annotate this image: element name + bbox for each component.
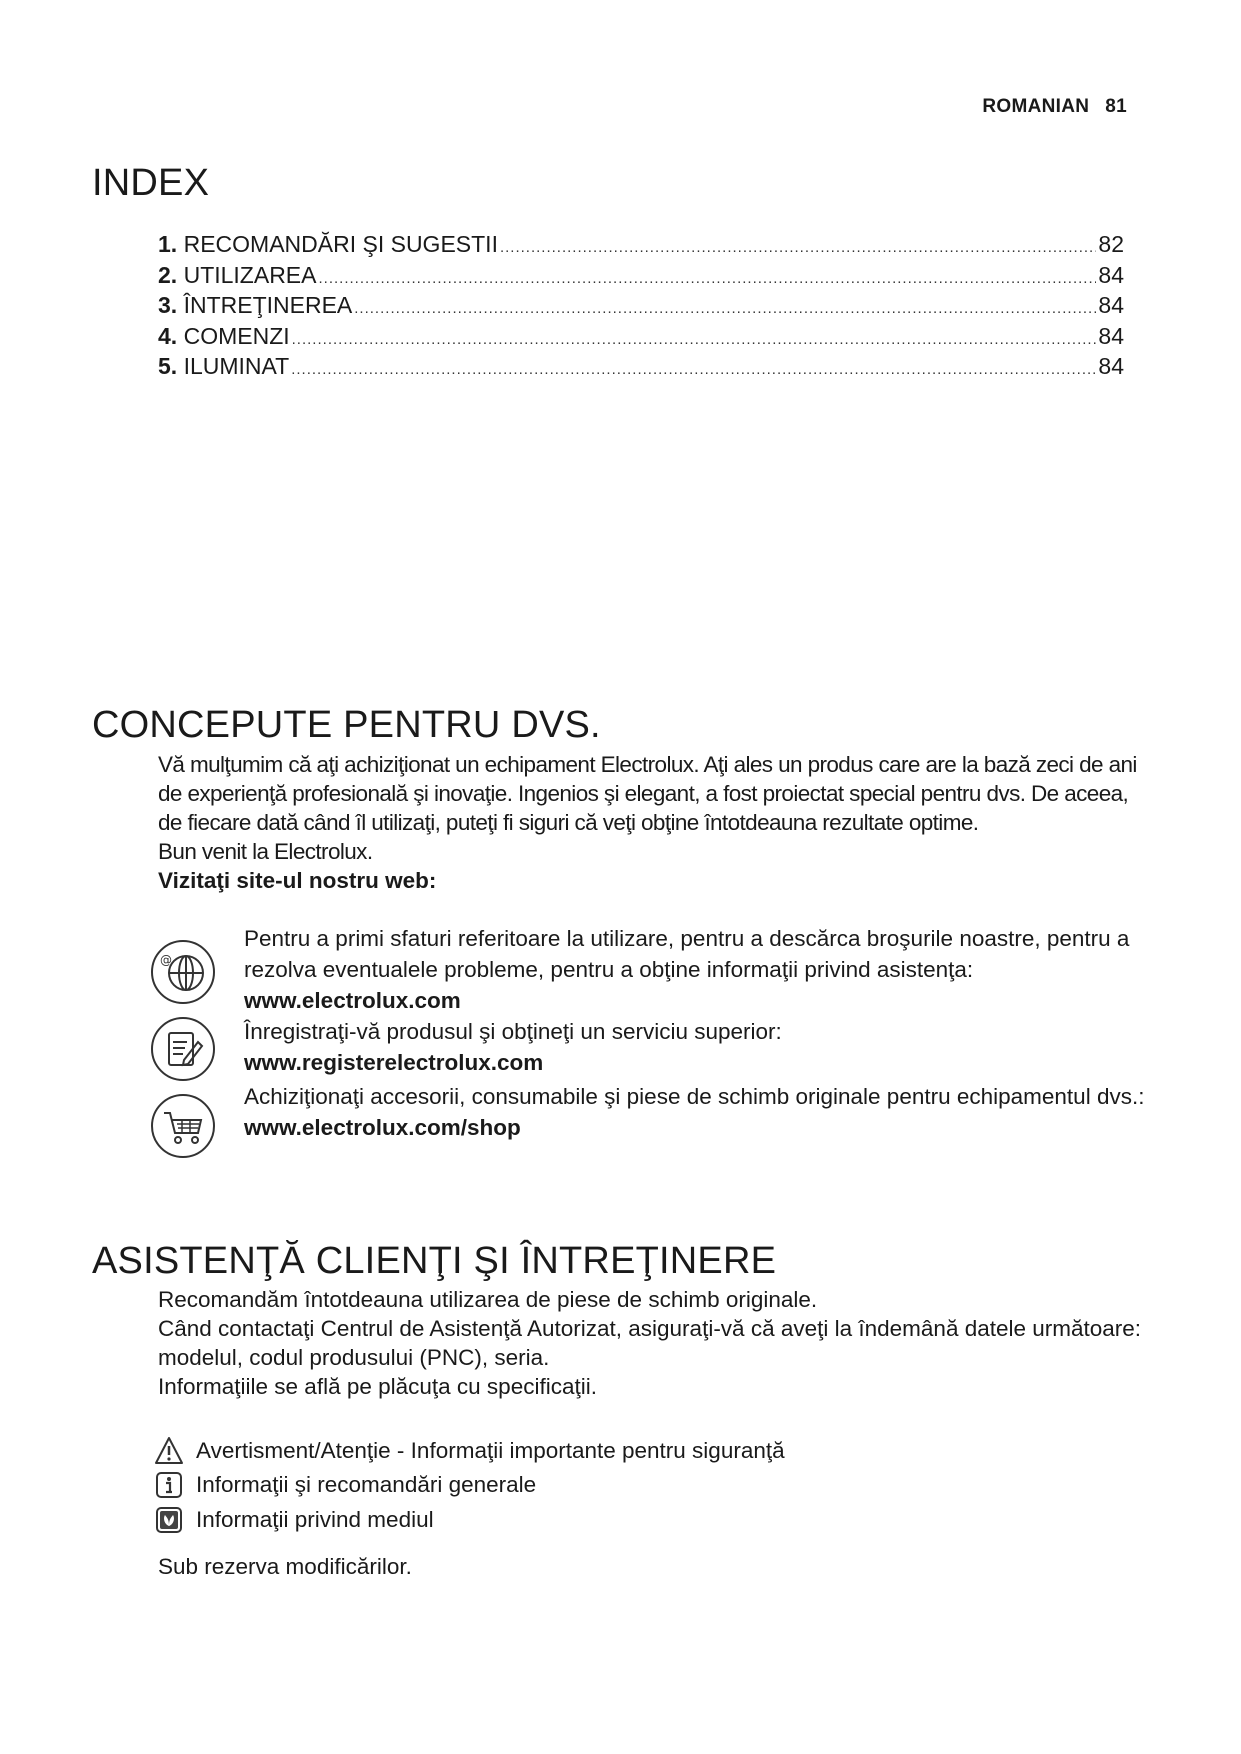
register-url-link[interactable]: www.registerelectrolux.com: [244, 1050, 544, 1075]
page-number: 81: [1105, 96, 1127, 117]
toc-item-1[interactable]: [158, 231, 1124, 262]
info-icon: [154, 1470, 184, 1500]
toc-item-label: ÎNTREŢINEREA: [183, 292, 353, 318]
header-language: ROMANIAN: [982, 96, 1090, 117]
toc-item-2[interactable]: [158, 262, 1124, 293]
welcome-line: Bun venit la Electrolux.: [158, 839, 373, 864]
toc-item-5[interactable]: [158, 353, 1124, 384]
toc-item-page: 82: [1098, 231, 1124, 257]
legend-environment-text: Informaţii privind mediul: [196, 1507, 434, 1532]
assistance-title: ASISTENŢĂ CLIENŢI ŞI ÎNTREŢINERE: [92, 1240, 777, 1282]
assistance-line-2: Când contactaţi Centrul de Asistenţă Autorizat, asiguraţi-vă că aveţi la îndemână datele următoare: modelul, codul produsului (PNC), seria.: [158, 1316, 1142, 1370]
legend-info-text: Informaţii şi recomandări generale: [196, 1472, 537, 1497]
register-link-text: [244, 1016, 1170, 1078]
shop-link-text: [244, 1081, 1170, 1143]
toc-item-number: 4.: [158, 322, 178, 349]
svg-text:@: @: [160, 953, 172, 967]
toc-leader: [319, 270, 1097, 287]
assistance-body: [158, 1285, 1143, 1401]
toc-item-label: UTILIZAREA: [183, 261, 317, 288]
toc-leader: [292, 331, 1097, 348]
cart-icon: [150, 1093, 216, 1159]
index-title: INDEX: [92, 162, 210, 204]
toc-item-page: 84: [1098, 322, 1124, 349]
concepute-body: [158, 750, 1143, 895]
register-description: Înregistraţi-vă produsul şi obţineţi un serviciu superior:: [244, 1019, 782, 1044]
legend-warning-text: Avertisment/Atenţie - Informaţii importante pentru siguranţă: [196, 1438, 785, 1463]
link-row-support: [150, 923, 1170, 1019]
toc-item-number: 1.: [158, 231, 178, 257]
toc-item-number: 2.: [158, 261, 178, 288]
concepute-title: CONCEPUTE PENTRU DVS.: [92, 704, 601, 746]
toc-item-label: RECOMANDĂRI ŞI SUGESTII: [183, 231, 498, 257]
warning-icon: [154, 1436, 184, 1466]
toc-leader: [354, 300, 1096, 317]
toc-leader: [291, 361, 1096, 378]
toc-item-page: 84: [1098, 261, 1124, 288]
legend-warning: [154, 1436, 785, 1466]
support-link-text: [244, 923, 1170, 1016]
symbol-legend: [154, 1436, 954, 1546]
intro-paragraph: Vă mulţumim că aţi achiziţionat un echipament Electrolux. Aţi ales un produs care are la bază zeci de ani de experienţă profesională şi inovaţie. Ingenios şi elegant, a fost proiectat special pentru dvs. De aceea, de fiecare dată când îl utilizaţi, puteţi fi siguri că veţi obţine întotdeauna rezultate optime.: [158, 752, 1137, 835]
toc-item-label: COMENZI: [183, 322, 290, 349]
support-description: Pentru a primi sfaturi referitoare la utilizare, pentru a descărca broşurile noastre, pentru a rezolva eventualele probleme, pentru a obţine informaţii privind asistenţa:: [244, 926, 1130, 982]
globe-icon: [150, 939, 216, 1005]
assistance-line-3: Informaţiile se află pe plăcuţa cu specificaţii.: [158, 1374, 597, 1399]
toc-item-number: 3.: [158, 292, 178, 318]
assistance-line-1: Recomandăm întotdeauna utilizarea de piese de schimb originale.: [158, 1287, 818, 1312]
toc-item-label: ILUMINAT: [183, 353, 290, 379]
register-icon: [150, 1016, 216, 1082]
toc-item-4[interactable]: [158, 323, 1124, 354]
page-header: [982, 96, 1127, 118]
footer-note: Sub rezerva modificărilor.: [158, 1554, 412, 1579]
link-row-shop: [150, 1081, 1170, 1177]
legend-info: [154, 1470, 536, 1500]
link-row-register: [150, 1016, 1170, 1080]
toc-item-number: 5.: [158, 353, 178, 379]
website-heading: Vizitaţi site-ul nostru web:: [158, 868, 437, 893]
shop-url-link[interactable]: www.electrolux.com/shop: [244, 1115, 521, 1140]
toc-item-page: 84: [1098, 353, 1124, 379]
toc-item-3[interactable]: [158, 292, 1124, 323]
toc-leader: [500, 239, 1096, 256]
support-url-link[interactable]: www.electrolux.com: [244, 988, 461, 1013]
legend-environment: [154, 1505, 434, 1535]
table-of-contents: [158, 231, 1124, 384]
shop-description: Achiziţionaţi accesorii, consumabile şi piese de schimb originale pentru echipamentul dvs.:: [244, 1084, 1145, 1109]
toc-item-page: 84: [1098, 292, 1124, 318]
environment-icon: [154, 1505, 184, 1535]
